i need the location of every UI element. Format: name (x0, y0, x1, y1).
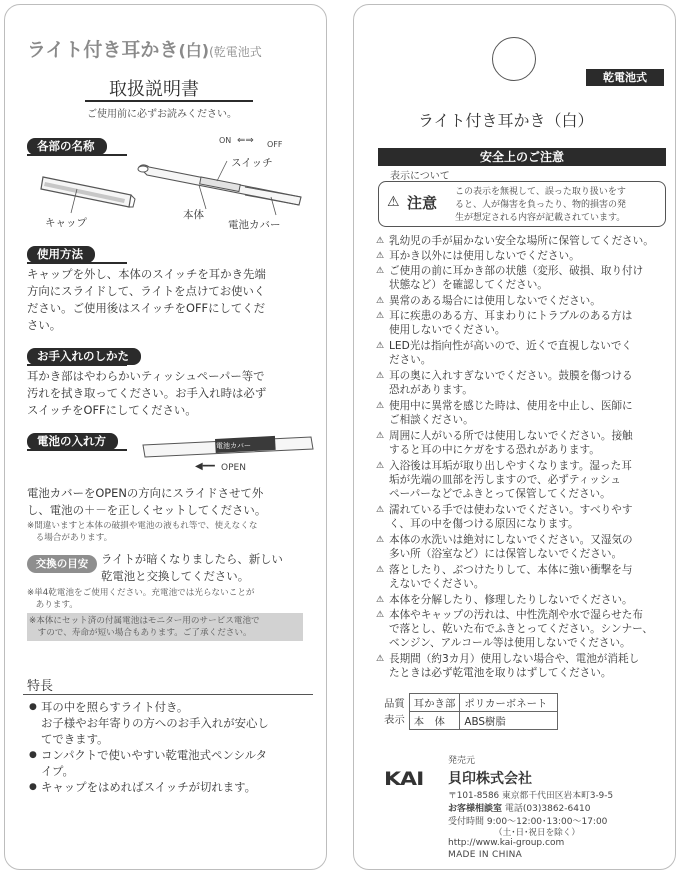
warning-line: ⚠ 本体の水洗いは絶対にしないでください。又湿気の (389, 534, 633, 546)
service-battery-notice (27, 613, 303, 641)
warning-line: ⚠ 長期間（約3カ月）使用しない場合や、電池が消耗し (389, 653, 640, 665)
manual-title: 取扱説明書 (109, 79, 199, 100)
company-name: 貝印株式会社 (448, 771, 532, 787)
warning-line: く、耳の中を傷つける原因になります。 (389, 518, 579, 530)
warning-item (376, 563, 666, 591)
warning-line: 恐れがあります。 (389, 384, 473, 396)
warning-line: ⚠ 乳幼児の手が届かない安全な場所に保管してください。 (389, 235, 654, 247)
warning-line: ⚠ ご使用の前に耳かき部の状態（変形、破損、取り付け (389, 265, 644, 277)
quality-label-bottom: 表示 (384, 713, 405, 726)
usage-heading: 使用方法 (27, 246, 95, 263)
battery-type-badge: 乾電池式 (586, 69, 664, 86)
care-heading: お手入れのしかた (27, 348, 141, 365)
warning-item (376, 399, 666, 427)
caution-triangle-icon: ⚠ (387, 194, 400, 210)
website-link[interactable]: http://www.kai-group.com (448, 838, 565, 848)
care-line: 耳かき部はやわらかいティッシュペーパー等で (27, 369, 265, 383)
parts-heading: 各部の名称 (27, 138, 107, 155)
body-pointer (199, 185, 206, 209)
quality-label-top: 品質 (384, 697, 405, 710)
switch-off-label: OFF (267, 140, 283, 149)
usage-line: 方向にスライドして、ライトを点けてお使いく (27, 284, 266, 298)
manual-right-panel (353, 4, 676, 870)
battery-note-line: る場合があります。 (27, 533, 113, 543)
care-line: スイッチをOFFにしてください。 (27, 403, 197, 417)
warning-item (376, 309, 666, 337)
warning-line: ⚠ 耳かき以外には使用しないでください。 (389, 250, 580, 262)
usage-line: さい。 (27, 318, 62, 332)
warning-item (376, 652, 666, 680)
caution-line: 生が想定される内容が記載されています。 (455, 213, 626, 223)
table-row (380, 694, 558, 712)
warning-item (376, 249, 666, 263)
replace-line: ライトが暗くなりましたら、新しい (101, 552, 283, 566)
warning-line: ⚠ 使用中に異常を感じた時は、使用を中止し、医師に (389, 400, 633, 412)
warning-line: ⚠ LED光は指向性が高いので、近くで直視しないでく (389, 340, 633, 352)
warning-line: 使用しないでください。 (389, 324, 506, 336)
features-heading-line (23, 694, 313, 695)
warning-item (376, 234, 666, 248)
warning-line: 状態など）を確認してください。 (389, 279, 548, 291)
open-arrow-icon: ◀━━ (195, 461, 215, 472)
warning-line: たときは必ず乾電池を取りはずしてください。 (389, 667, 612, 679)
battery-line: 電池カバーをOPENの方向にスライドさせて外 (27, 486, 264, 500)
warning-item (376, 608, 666, 650)
warning-line: ⚠ 落としたり、ぶつけたりして、本体に強い衝撃を与 (389, 564, 633, 576)
warning-line: ⚠ 異常のある場合には使用しないでください。 (389, 295, 601, 307)
caution-line: この表示を無視して、誤った取り扱いをす (455, 187, 626, 197)
usage-line: ださい。ご使用後はスイッチをOFFにしてくだ (27, 301, 266, 315)
consult-label: お客様相談室 (448, 804, 503, 814)
warning-line: ⚠ 耳の奥に入れすぎないでください。鼓膜を傷つける (389, 370, 633, 382)
warning-line: ご相談ください。 (389, 414, 474, 426)
feature-item (29, 779, 319, 795)
part-cell: 耳かき部 (409, 694, 460, 712)
holidays-note: （土･日･祝日を除く） (494, 828, 580, 838)
product-title: ライト付き耳かき (27, 39, 179, 61)
kai-logo: KAI (384, 768, 424, 791)
cap-label: キャップ (45, 217, 87, 229)
usage-text (27, 266, 322, 334)
feature-line: てできます。 (41, 732, 109, 746)
replace-note-line: あります。 (27, 600, 78, 610)
battery-heading: 電池の入れ方 (27, 433, 118, 450)
hang-hole (492, 37, 536, 81)
seller-label: 発売元 (448, 756, 476, 766)
battery-cover-label: 電池カバー (228, 219, 281, 231)
warning-line: ベンジン、アルコール等は使用しないでください。 (389, 637, 631, 649)
product-type: (乾電池式 (209, 45, 262, 59)
hours-label: 受付時間 (448, 817, 485, 827)
switch-label: スイッチ (231, 157, 273, 169)
warning-line: ださい。 (389, 354, 432, 366)
warning-item (376, 294, 666, 308)
product-color: (白) (178, 41, 210, 60)
display-about-label: 表示について (390, 171, 450, 182)
warning-line: ⚠ 本体やキャップの汚れは、中性洗剤や水で湿らせた布 (389, 609, 643, 621)
care-line: 汚れを拭き取ってください。お手入れ時は必ず (27, 386, 267, 400)
body-illustration (138, 165, 301, 205)
safety-heading: 安全上のご注意 (378, 148, 666, 166)
feature-line: イプ。 (41, 764, 74, 778)
material-cell: ABS樹脂 (460, 712, 558, 730)
warning-line: ペーパーなどでふきとって保管してください。 (389, 488, 611, 500)
warning-line: で落とし、乾いた布でふきとってください。シンナー、 (389, 623, 653, 635)
care-text (27, 368, 322, 419)
body-label: 本体 (183, 209, 204, 221)
manual-left-panel (4, 4, 327, 870)
part-cell: 本 体 (409, 712, 460, 730)
warning-line: ⚠ 周囲に人がいる所では使用しないでください。接触 (389, 430, 633, 442)
feature-line: ● 耳の中を照らすライト付き。 (41, 700, 189, 714)
warning-item (376, 429, 666, 457)
caution-line: ると、人が傷害を負ったり、物的損害の発 (455, 200, 627, 210)
battery-heading-line (27, 449, 127, 451)
product-title-row (27, 35, 262, 62)
read-note: ご使用前に必ずお読みください。 (87, 109, 237, 120)
replace-badge: 交換の目安 (27, 555, 97, 573)
replace-line: 乾電池と交換してください。 (101, 569, 250, 583)
warning-item (376, 369, 666, 397)
open-label: OPEN (221, 463, 246, 473)
consult-phone: 電話(03)3862-6410 (504, 804, 591, 814)
feature-line: ● キャップをはめればスイッチが切れます。 (41, 780, 257, 794)
warning-line: ⚠ 耳に疾患のある方、耳まわりにトラブルのある方は (389, 310, 633, 322)
consult-row (448, 801, 590, 814)
warning-item (376, 339, 666, 367)
notice-line: ※本体にセット済の付属電池はモニター用のサービス電池で (29, 616, 260, 626)
caution-text (455, 186, 665, 225)
product-title: ライト付き耳かき（白） (418, 111, 594, 130)
usage-line: キャップを外し、本体のスイッチを耳かき先端 (27, 267, 266, 281)
company-address: 〒101-8586 東京都千代田区岩本町3-9-5 (448, 791, 614, 801)
feature-item (29, 699, 319, 747)
replace-note (27, 587, 322, 611)
warning-item (376, 503, 666, 531)
battery-text (27, 485, 322, 519)
replace-text (101, 551, 321, 585)
battery-note (27, 520, 322, 544)
battery-note-line: ※間違いますと本体の破損や電池の液もれ等で、使えなくな (27, 521, 258, 531)
replace-note-line: ※単4乾電池をご使用ください。充電池では光らないことが (27, 588, 255, 598)
warning-item (376, 533, 666, 561)
warning-item (376, 593, 666, 607)
usage-heading-line (27, 262, 127, 264)
cap-illustration (41, 177, 135, 207)
origin-label: MADE IN CHINA (448, 850, 523, 860)
warning-line: 多い所（浴室など）には保管しないでください。 (389, 548, 623, 560)
material-cell: ポリカーボネート (460, 694, 558, 712)
care-heading-line (27, 364, 127, 366)
hours-value: 9:00～12:00･13:00～17:00 (486, 817, 608, 827)
notice-line: すので、寿命が短い場合もあります。ご了承ください。 (29, 628, 252, 638)
warning-item (376, 264, 666, 292)
caution-label: 注意 (407, 194, 438, 212)
warning-line: ⚠ 濡れている手では使わないでください。すべりやす (389, 504, 633, 516)
warning-line: えないでください。 (389, 578, 485, 590)
warning-line: 垢が先端の皿部を汚しますので、必ずティッシュ (389, 474, 621, 486)
feature-line: ● コンパクトで使いやすい乾電池式ペンシルタ (41, 748, 267, 762)
materials-table (380, 693, 558, 730)
warning-item (376, 459, 666, 501)
features-heading: 特長 (27, 679, 54, 694)
battery-line: し、電池の＋－を正しくセットしてください。 (27, 503, 267, 517)
warning-line: ⚠ 本体を分解したり、修理したりしないでください。 (389, 594, 633, 606)
feature-item (29, 747, 319, 779)
warning-line: すると耳の中にケガをする恐れがあります。 (389, 444, 600, 456)
switch-on-label: ON (219, 136, 232, 145)
warning-line: ⚠ 入浴後は耳垢が取り出しやすくなります。湿った耳 (389, 460, 632, 472)
caution-box (378, 181, 666, 227)
quality-label-cell (380, 694, 409, 730)
switch-pointer (217, 161, 227, 181)
switch-direction-icon: ⇐⇒ (237, 135, 254, 146)
feature-line: お子様やお年寄りの方へのお手入れが安心し (41, 716, 269, 730)
battery-cover-text: 電池カバー (216, 442, 251, 450)
title-underline (85, 100, 253, 102)
